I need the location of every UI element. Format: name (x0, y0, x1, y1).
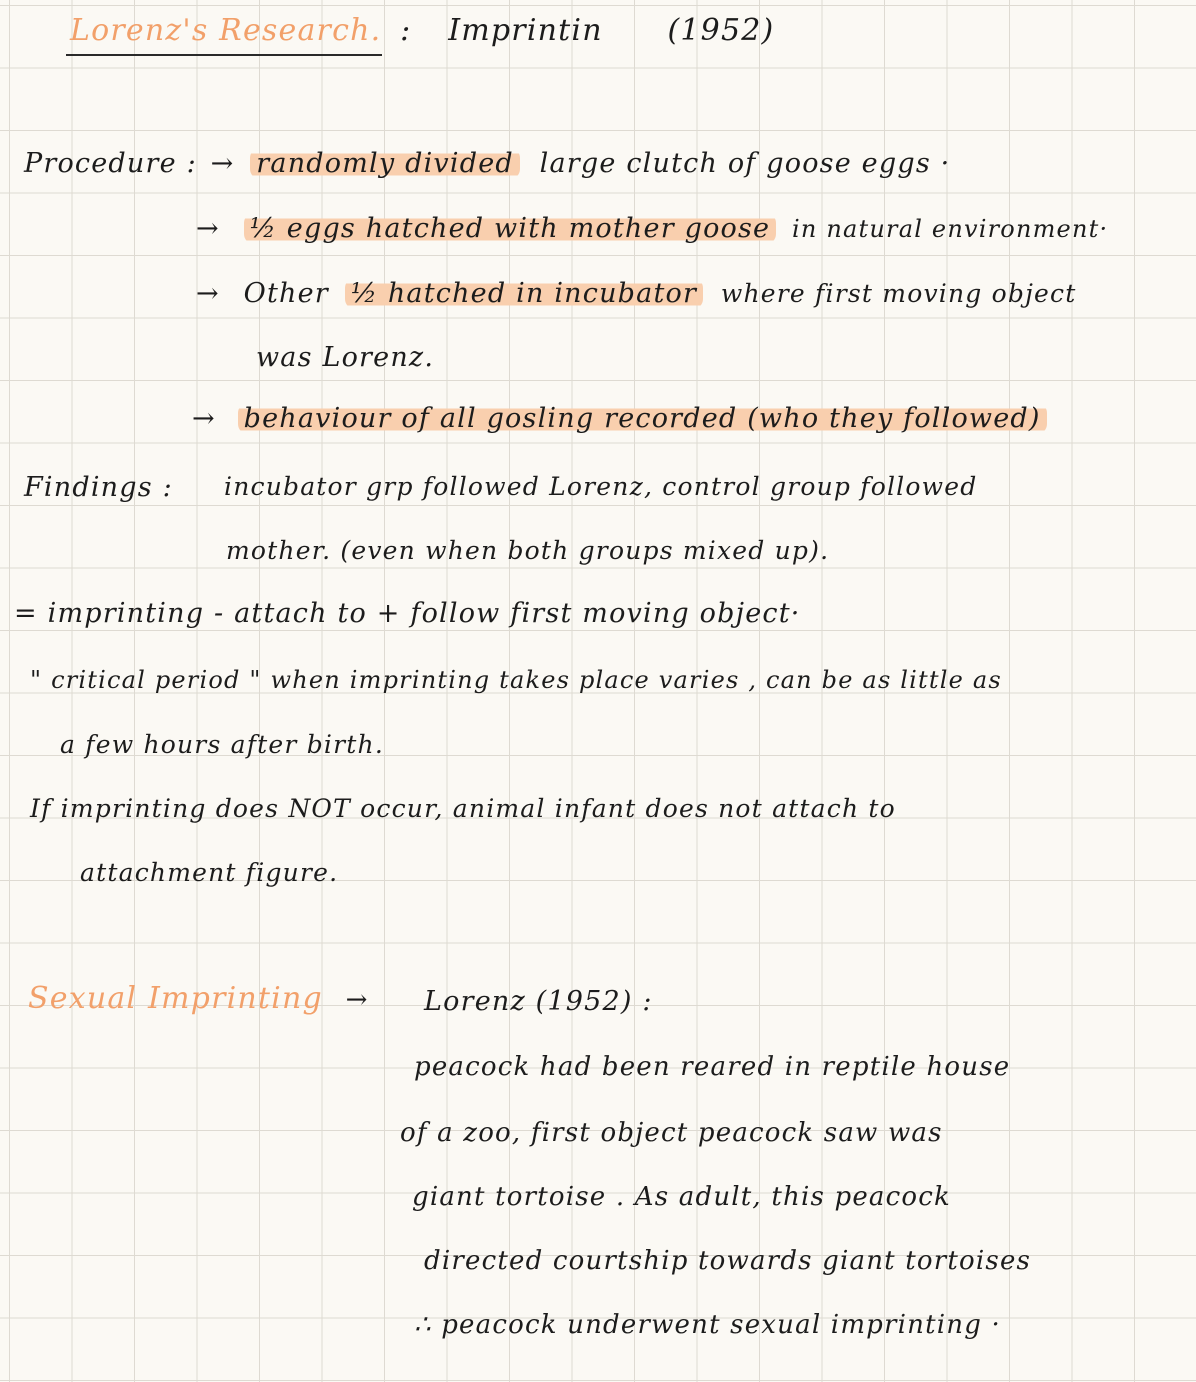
findings-label: Findings : (24, 472, 173, 503)
page-title-row (70, 13, 775, 48)
procedure-label: Procedure : (24, 148, 197, 179)
no-imprinting-line-2: attachment figure. (80, 858, 339, 887)
arrow-icon: → (196, 213, 220, 244)
step-text: large clutch of goose eggs · (539, 148, 951, 179)
procedure-step-3-continued: was Lorenz. (256, 342, 435, 373)
sexual-imprinting-heading: Sexual Imprinting (28, 981, 323, 1016)
procedure-step-3 (196, 280, 1076, 307)
arrow-icon: → (345, 985, 369, 1015)
sexual-imprinting-row (28, 981, 369, 1016)
procedure-step-4 (192, 405, 1047, 432)
critical-period-line-1: " critical period " when imprinting takes place varies , can be as little as (30, 666, 1002, 694)
title-separator: : (400, 13, 412, 48)
critical-period-line-2: a few hours after birth. (60, 730, 384, 759)
sexual-imprinting-line-1: peacock had been reared in reptile house (414, 1052, 1011, 1082)
page-year: (1952) (667, 13, 775, 48)
sexual-imprinting-line-3: giant tortoise . As adult, this peacock (412, 1182, 951, 1212)
sexual-imprinting-source: Lorenz (1952) : (424, 986, 653, 1017)
no-imprinting-line-1: If imprinting does NOT occur, animal infant does not attach to (30, 794, 896, 823)
page-topic: Imprintin (448, 13, 603, 48)
page-title: Lorenz's Research. (70, 13, 382, 48)
arrow-icon: → (192, 403, 216, 434)
step-text: in natural environment· (792, 215, 1109, 243)
procedure-step-2 (196, 215, 1108, 242)
highlighted-text: randomly divided (250, 148, 520, 179)
findings-line-1: incubator grp followed Lorenz, control group followed (224, 472, 978, 501)
findings-line-2: mother. (even when both groups mixed up). (226, 536, 830, 565)
title-underline (66, 54, 382, 56)
highlighted-text: ½ eggs hatched with mother goose (244, 213, 777, 244)
sexual-imprinting-line-4: directed courtship towards giant tortoises (424, 1246, 1032, 1276)
procedure-step-1 (24, 150, 950, 177)
arrow-icon: → (196, 278, 220, 309)
highlighted-text: behaviour of all gosling recorded (who they followed) (238, 403, 1047, 434)
sexual-imprinting-line-2: of a zoo, first object peacock saw was (400, 1118, 943, 1148)
sexual-imprinting-conclusion: ∴ peacock underwent sexual imprinting · (414, 1310, 1001, 1340)
highlighted-text: ½ hatched in incubator (345, 278, 703, 309)
step-text: where first moving object (720, 279, 1077, 308)
arrow-icon: → (210, 148, 235, 179)
step-prefix: Other (243, 278, 329, 309)
imprinting-definition: = imprinting - attach to + follow first moving object· (14, 598, 801, 629)
